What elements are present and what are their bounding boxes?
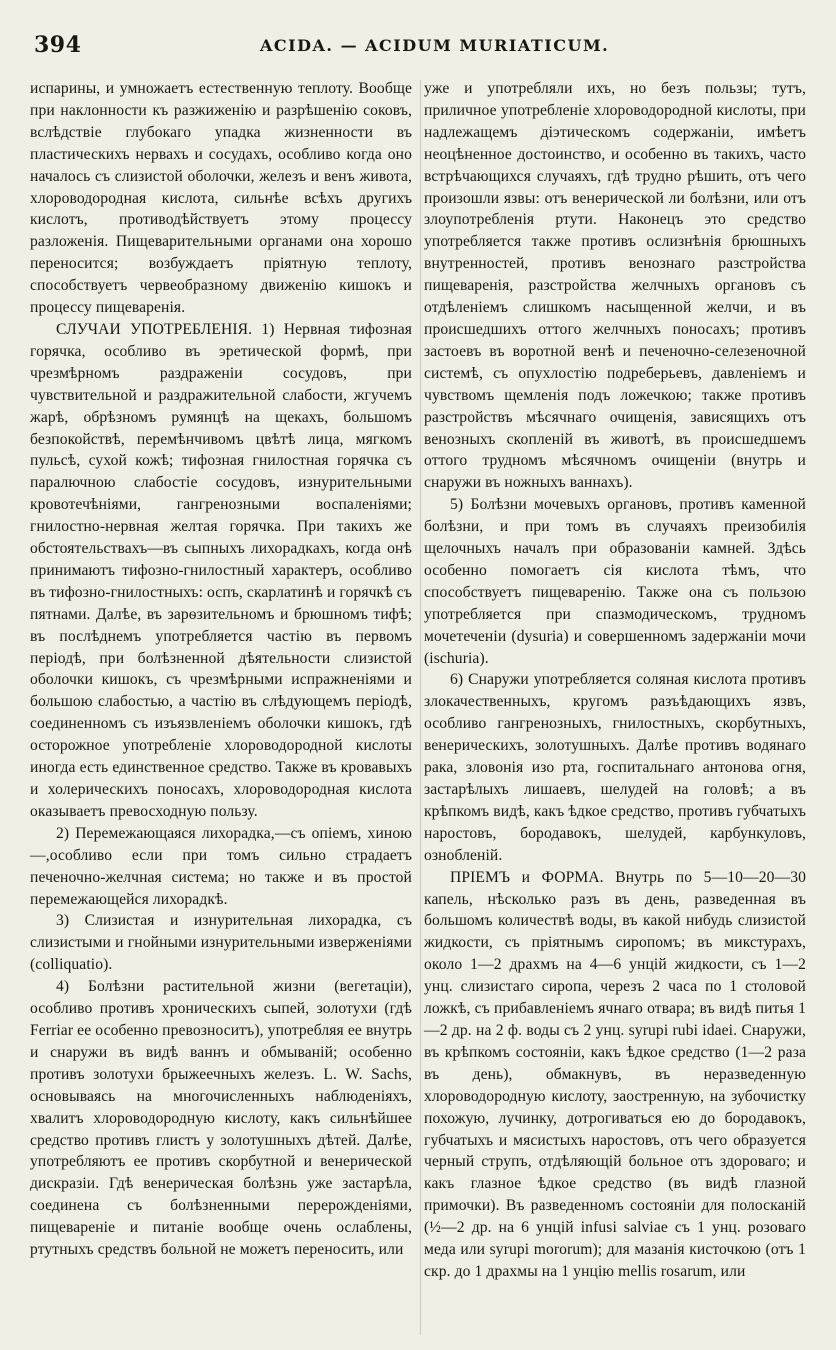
left-column [30, 78, 412, 1261]
paragraph: уже и употребляли ихъ, но безъ пользы; тутъ, приличное употребленіе хлороводородной кислоты, при надлежащемъ діэтическомъ содержаніи, имѣетъ неоцѣненное достоинство, и особенно въ такихъ, часто встрѣчающихся случаяхъ, гдѣ трудно рѣшить, отъ чего произошли язвы: отъ венерической ли болѣзни, или отъ злоупотребленія ртути. Наконецъ это средство употребляется также противъ ослизнѣнія брюшныхъ внутренностей, противъ венознаго разстройства пищеваренія, разстройства желчныхъ органовъ съ отдѣленіемъ слишкомъ насыщенной желчи, и въ происшедшихъ оттого желчныхъ поносахъ; противъ застоевъ въ воротной венѣ и печеночно-селезеночной системѣ, съ опухлостію подреберьевъ, давленіемъ и чувствомъ щемленія подъ ложечкою; также противъ разстройствъ мѣсячнаго очищенія, зависящихъ отъ венозныхъ скопленій въ животѣ, въ происшедшемъ оттого трудномъ мѣсячномъ очищеніи (внутрь и снаружи въ ножныхъ ваннахъ). [424, 80, 806, 492]
paragraph: 3) Слизистая и изнурительная лихорадка, съ слизистыми и гнойными изнурительными изверженіями (colliquatio). [30, 912, 412, 974]
right-column [424, 78, 806, 1283]
paragraph: 2) Перемежающаяся лихорадка,—съ опіемъ, хиною—,особливо если при томъ сильно страдаетъ печеночно-желчная система; но также и въ простой перемежающейся лихорадкѣ. [30, 824, 412, 908]
paragraph: 4) Болѣзни растительной жизни (вегетаціи), особливо противъ хроническихъ сыпей, золотухи (гдѣ Ferriar ее особенно превозноситъ), употребляя ее внутрь и снаружи въ видѣ ваннъ и обмываній; особенно противъ золотухи брыжеечныхъ железъ. L. W. Sachs, основываясь на многочисленныхъ наблюденіяхъ, хвалитъ хлороводородную кислоту, какъ сильнѣйшее средство противъ глистъ у золотушныхъ дѣтей. Далѣе, употребляютъ ее противъ скорбутной и венерической дискразіи. Гдѣ венерическая болѣзнь уже застарѣла, соединена съ болѣзненными перерожденіями, пищевареніе и питаніе вообще очень ослаблены, ртутныхъ средствъ больной не можетъ переносить, или [30, 978, 412, 1259]
paragraph: испарины, и умножаетъ естественную теплоту. Вообще при наклонности къ разжиженію и разрѣшенію соковъ, вслѣдствіе глубокаго упадка жизненности въ пластическихъ нервахъ и сосудахъ, особливо когда оно началось съ слизистой оболочки, железъ и венъ живота, хлороводородная кислота, сильнѣе всѣхъ другихъ кислотъ, противодѣйствуетъ этому процессу разложенія. Пищеварительными органами она хорошо переносится; возбуждаетъ пріятную теплоту, способствуетъ червеобразному движенію кишокъ и процессу пищеваренія. [30, 80, 412, 317]
page-header [30, 28, 806, 68]
paragraph: СЛУЧАИ УПОТРЕБЛЕНІЯ. 1) Нервная тифозная горячка, особливо въ эретической формѣ, при чрезмѣрномъ раздраженіи сосудовъ, при чувствительной и раздражительной слабости, жгучемъ жарѣ, обрѣзномъ румянцѣ на щекахъ, большомъ безпокойствѣ, перемѣнчивомъ цвѣтѣ лица, мягкомъ пульсѣ, сухой кожѣ; тифозная гнилостная горячка съ паралючною слабостіе сосудовъ, изнурительными кровотечѣніями, гангренозными воспаленіями; гнилостно-нервная желтая горячка. При такихъ же обстоятельствахъ—въ сыпныхъ лихорадкахъ, когда онѣ принимаютъ тифозно-гнилостный характеръ, особливо въ тифозно-гнилостныхъ: оспъ, скарлатинѣ и горячкѣ съ пятнами. Далѣе, въ зарѳзительномъ и брюшномъ тифѣ; въ послѣднемъ употребляется частію въ первомъ періодѣ, при болѣзненной дѣятельности слизистой оболочки кишокъ, съ чрезмѣрными испражненіями и большою слабостью, а частію въ слѣдующемъ періодѣ, соединенномъ съ изъязвленіемъ оболочки кишокъ, гдѣ осторожное употребленіе хлороводородной кислоты иногда есть единственное средство. Также въ кровавыхъ и холерическихъ поносахъ, хлороводородная кислота оказываетъ превосходную пользу. [30, 320, 412, 820]
page-number: 394 [34, 32, 82, 58]
paragraph: 5) Болѣзни мочевыхъ органовъ, противъ каменной болѣзни, и при томъ въ случаяхъ преизобилія щелочныхъ началъ при образованіи камней. Здѣсь особенно помогаетъ сія кислота тѣмъ, что способствуетъ пищеваренію. Также она съ пользою употребляется при спазмодическомъ, трудномъ мочетеченіи (dysuria) и совершенномъ задержаніи мочи (ischuria). [424, 496, 806, 667]
running-title: ACIDA. — ACIDUM MURIATICUM. [260, 36, 610, 55]
paragraph: 6) Снаружи употребляется соляная кислота противъ злокачественныхъ, кругомъ разъѣдающихъ язвъ, особливо гангренозныхъ, гнилостныхъ, скорбутныхъ, венерическихъ, золотушныхъ. Далѣе противъ водянаго рака, зловонія изо рта, госпитальнаго антонова огня, застарѣлыхъ лишаевъ, шелудей на головѣ; а въ крѣпкомъ видѣ, какъ ѣдкое средство, противъ губчатыхъ наростовъ, бородавокъ, шелудей, карбункуловъ, ознобленій. [424, 671, 806, 864]
column-gutter [420, 80, 421, 1335]
paragraph: ПРІЕМЪ и ФОРМА. Внутрь по 5—10—20—30 капель, нѣсколько разъ въ день, разведенная въ большомъ количествѣ воды, въ какой нибудь слизистой жидкости, съ пріятнымъ сиропомъ; въ микстурахъ, около 1—2 драхмъ на 4—6 унцій жидкости, съ 1—2 унц. слизистаго сиропа, черезъ 2 часа по 1 столовой ложкѣ, съ прибавленіемъ ячнаго отвара; въ видѣ питья 1—2 др. на 2 ф. воды съ 2 унц. syrupi rubi idaei. Снаружи, въ крѣпкомъ состояніи, какъ ѣдкое средство (1—2 раза въ день), обмакнувъ, въ неразведенную хлороводородную кислоту, заостренную, на зубочистку похожую, лучинку, дотрогиваться ею до бородавокъ, губчатыхъ и мясистыхъ наростовъ, отъ чего образуется черный струпъ, отдѣляющій больное отъ здороваго; и какъ глазное ѣдкое средство (въ видѣ глазной примочки). Въ разведенномъ состояніи для полосканій (½—2 др. на 6 унцій infusi salviae съ 1 унц. розоваго меда или syrupi mororum); для мазанія кисточкою (отъ 1 скр. до 1 драхмы на 1 унцію mellis rosarum, или [424, 868, 806, 1280]
